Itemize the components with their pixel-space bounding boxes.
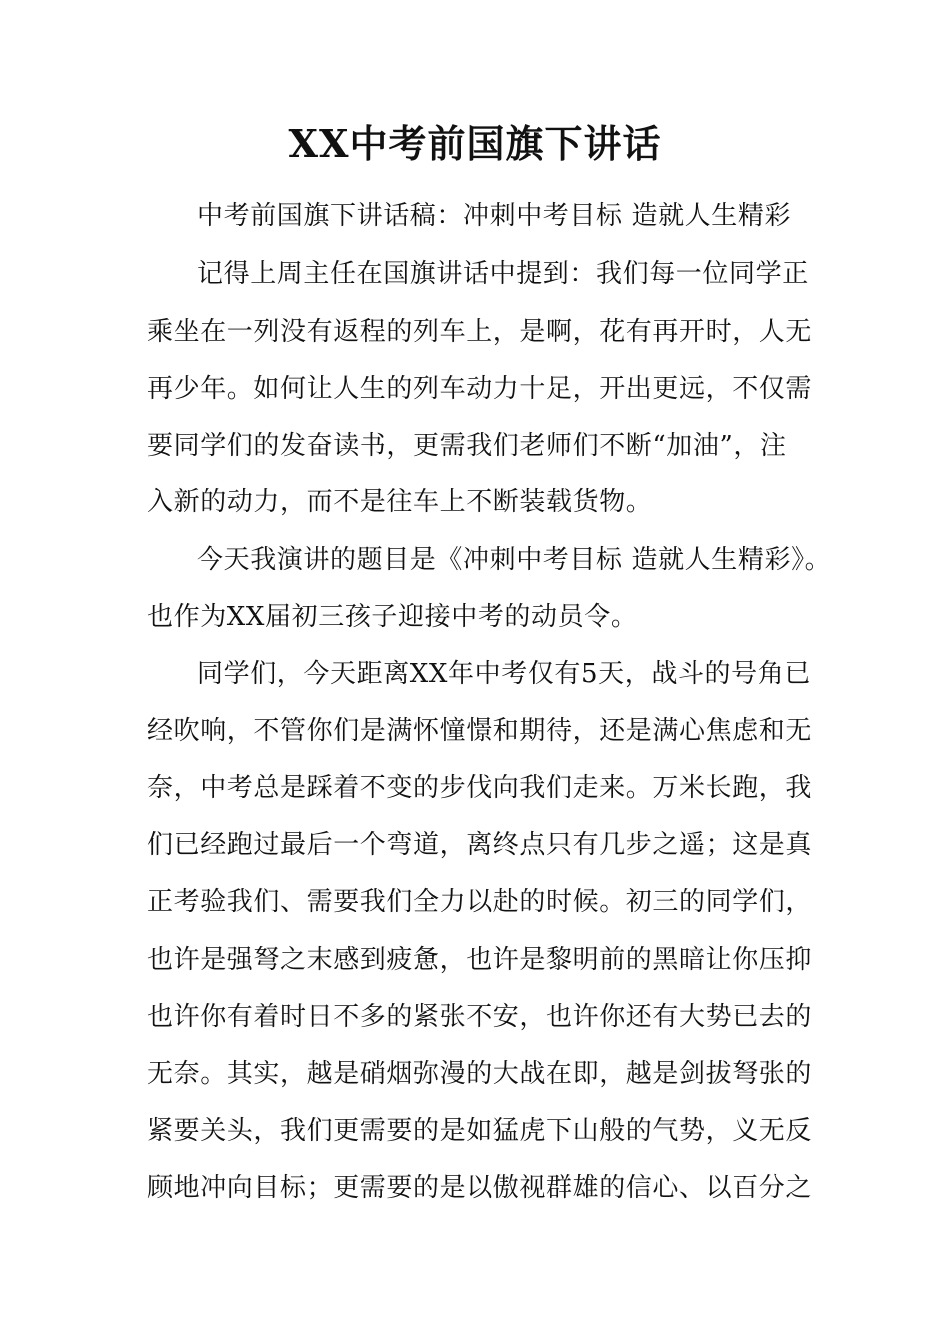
text-line: 正考验我们、需要我们全力以赴的时候。初三的同学们， xyxy=(147,887,813,917)
text-line: 入新的动力，而不是往车上不断装载货物。 xyxy=(147,487,653,517)
text-line: 再少年。如何让人生的列车动力十足，开出更远，不仅需 xyxy=(147,374,813,404)
text-line: 乘坐在一列没有返程的列车上，是啊，花有再开时，人无 xyxy=(147,317,813,347)
text-line: 要同学们的发奋读书，更需我们老师们不断“加油”，注 xyxy=(147,431,787,461)
text-line: 同学们，今天距离XX年中考仅有5天，战斗的号角已 xyxy=(197,659,811,689)
text-line: 经吹响，不管你们是满怀憧憬和期待，还是满心焦虑和无 xyxy=(147,716,813,746)
text-line: 奈，中考总是踩着不变的步伐向我们走来。万米长跑，我 xyxy=(147,773,813,803)
text-line: 顾地冲向目标；更需要的是以傲视群雄的信心、以百分之 xyxy=(147,1173,813,1203)
text-line: 今天我演讲的题目是《冲刺中考目标 造就人生精彩》。 xyxy=(197,545,832,575)
text-line: 们已经跑过最后一个弯道，离终点只有几步之遥；这是真 xyxy=(147,830,813,860)
text-line: 也作为XX届初三孩子迎接中考的动员令。 xyxy=(147,602,638,632)
document-title: XX中考前国旗下讲话 xyxy=(288,121,662,166)
text-line: 无奈。其实，越是硝烟弥漫的大战在即，越是剑拔弩张的 xyxy=(147,1059,813,1089)
text-line: 记得上周主任在国旗讲话中提到：我们每一位同学正 xyxy=(197,259,809,289)
subtitle-line: 中考前国旗下讲话稿：冲刺中考目标 造就人生精彩 xyxy=(197,201,792,231)
text-line: 也许你有着时日不多的紧张不安，也许你还有大势已去的 xyxy=(147,1002,813,1032)
text-line: 紧要关头，我们更需要的是如猛虎下山般的气势，义无反 xyxy=(147,1116,813,1146)
text-line: 也许是强弩之末感到疲惫，也许是黎明前的黑暗让你压抑 xyxy=(147,945,813,975)
